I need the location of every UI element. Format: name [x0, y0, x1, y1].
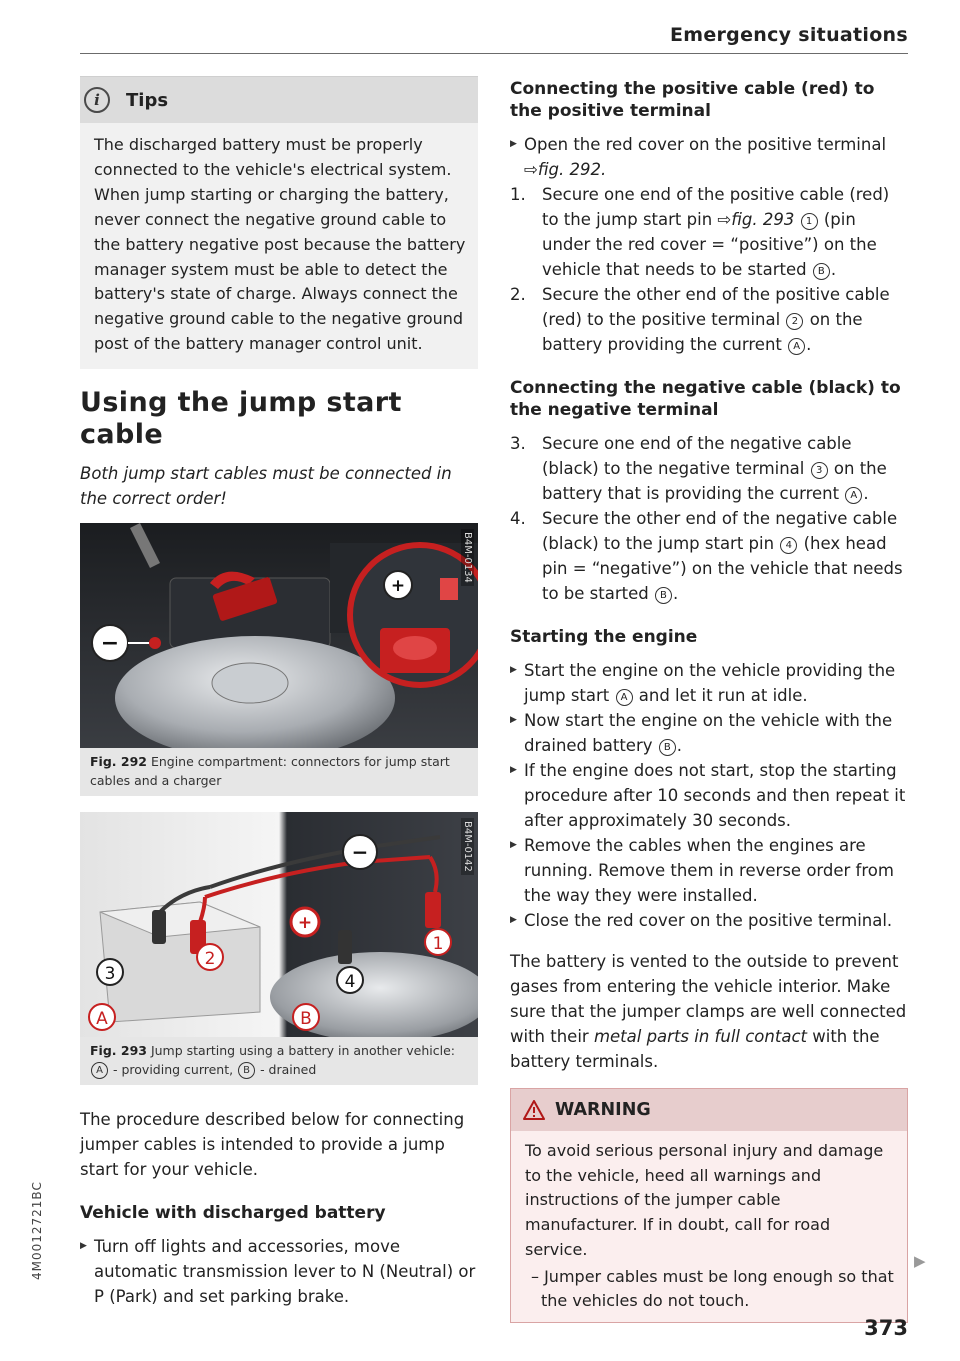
step-text: Secure the other end of the positive cable (red) to the positive terminal: [542, 285, 890, 329]
positive-prep-list: [510, 132, 908, 182]
figure-code: B4M-0134: [461, 529, 474, 586]
warning-box: [510, 1088, 908, 1323]
starting-list: [510, 658, 908, 933]
negative-heading: Connecting the negative cable (black) to the negative terminal: [510, 378, 901, 420]
tips-header: [80, 77, 478, 123]
callout-b: B: [300, 1009, 312, 1030]
engine-compartment-illustration: [80, 523, 478, 748]
callout-badge: 2: [786, 313, 803, 330]
callout-1: 1: [432, 934, 444, 955]
warning-text: To avoid serious personal injury and damage to the vehicle, heed all warnings and instructions of the jumper cable manufacturer. If in doubt, call for road service.: [525, 1141, 884, 1259]
right-column: [510, 76, 908, 1323]
step-3: 3. Secure one end of the negative cable (black) to the negative terminal 3 on the battery that is providing the current A .: [510, 431, 908, 506]
caption-part: - drained: [260, 1062, 317, 1078]
figure-label: Fig. 292: [90, 754, 147, 770]
callout-badge: 1: [801, 213, 818, 230]
warning-body: [511, 1131, 907, 1322]
tips-box: [80, 76, 478, 369]
jump-start-diagram: [80, 812, 478, 1037]
step-text: (pin under the red cover = “positive”) on the vehicle that needs to be started: [542, 210, 877, 279]
warning-dash-item: – Jumper cables must be long enough so that the vehicles do not touch.: [531, 1266, 894, 1311]
step-text: on the battery that is providing the current: [542, 459, 887, 503]
callout-3: 3: [104, 964, 116, 985]
figure-reference: ⇨fig. 292.: [524, 160, 607, 179]
header-rule: [80, 53, 908, 54]
starting-heading: Starting the engine: [510, 627, 698, 647]
step-text: (hex head pin = “negative”) on the vehicle that needs to be started: [542, 534, 903, 603]
figure-caption-text: Engine compartment: connectors for jump start cables and a charger: [90, 754, 450, 789]
badge-a: A: [91, 1062, 108, 1079]
step-text: Secure one end of the positive cable (red) to the jump start pin: [542, 185, 890, 229]
list-item: ▶ Close the red cover on the positive terminal.: [510, 908, 908, 933]
step-number: 1.: [510, 185, 526, 204]
callout-4: 4: [344, 972, 356, 993]
callout-minus: −: [100, 631, 120, 657]
step-number: 2.: [510, 285, 526, 304]
callout-badge: B: [659, 739, 676, 756]
caption-part: - providing current,: [112, 1062, 234, 1078]
list-item: ▶ Turn off lights and accessories, move automatic transmission lever to N (Neutral) or P (Park) and set parking brake.: [80, 1234, 478, 1309]
document-code: 4M0012721BC: [30, 1181, 44, 1280]
section-title: Emergency situations: [669, 24, 908, 46]
callout-badge: A: [788, 338, 805, 355]
procedure-intro: The procedure described below for connecting jumper cables is intended to provide a jump start for your vehicle.: [80, 1110, 465, 1180]
list-item: ▶ If the engine does not start, stop the starting procedure after 10 seconds and then repeat it after approximately 30 seconds.: [510, 758, 908, 833]
callout-badge: 3: [811, 462, 828, 479]
vent-paragraph: [510, 949, 908, 1074]
callout-minus: −: [351, 840, 369, 865]
figure-label: Fig. 293: [90, 1043, 147, 1059]
callout-plus: +: [390, 576, 406, 597]
vent-text: The battery is vented to the outside to prevent gases from entering the vehicle interior. Make sure that the jumper clamps are well connected with their: [510, 952, 907, 1046]
list-item: [510, 132, 908, 182]
list-item: ▶ Now start the engine on the vehicle with the drained battery B .: [510, 708, 908, 758]
warning-header: [511, 1089, 907, 1131]
discharged-list: [80, 1234, 478, 1309]
figure-292: [80, 523, 478, 796]
callout-badge: B: [813, 263, 830, 280]
callout-2: 2: [204, 949, 216, 970]
figure-reference: ⇨fig. 293: [717, 210, 795, 229]
figure-code: B4M-0142: [461, 818, 474, 875]
list-item: [510, 658, 908, 708]
step-text: Secure one end of the negative cable (black) to the negative terminal: [542, 434, 852, 478]
left-column: [80, 76, 478, 1309]
figure-caption: [80, 748, 478, 796]
step-1: 1. Secure one end of the positive cable (red) to the jump start pin ⇨fig. 293 1 (pin under the red cover = “positive”) on the vehicle that needs to be started B .: [510, 182, 908, 282]
tips-title: Tips: [126, 89, 169, 111]
callout-a: A: [96, 1009, 108, 1030]
step-number: 3.: [510, 434, 526, 453]
vent-text: with the battery terminals.: [510, 1027, 880, 1071]
figure-293: [80, 812, 478, 1085]
vent-emphasis: metal parts in full contact: [593, 1027, 807, 1046]
positive-steps: [510, 182, 908, 357]
section-heading: Using the jump start cable: [80, 387, 402, 451]
positive-heading: Connecting the positive cable (red) to the positive terminal: [510, 79, 875, 121]
warning-triangle-icon: [523, 1100, 545, 1120]
figure-caption: [80, 1037, 478, 1085]
list-item: ▶ Remove the cables when the engines are running. Remove them in reverse order from the way they were installed.: [510, 833, 908, 908]
info-icon: i: [84, 87, 110, 113]
jump-start-illustration: [80, 812, 478, 1037]
callout-badge: 4: [780, 537, 797, 554]
badge-b: B: [238, 1062, 255, 1079]
step-text: on the battery providing the current: [542, 310, 863, 354]
continue-arrow-icon: ▶: [914, 1252, 926, 1270]
callout-plus: +: [297, 913, 313, 934]
step-text: Secure the other end of the negative cable (black) to the jump start pin: [542, 509, 898, 553]
callout-badge: B: [655, 587, 672, 604]
step-number: 4.: [510, 509, 526, 528]
item-text: Start the engine on the vehicle providing the jump start: [524, 661, 896, 705]
callout-badge: A: [616, 689, 633, 706]
figure-caption-text: Jump starting using a battery in another vehicle:: [150, 1043, 455, 1059]
page-number: 373: [864, 1316, 908, 1340]
step-2: 2. Secure the other end of the positive cable (red) to the positive terminal 2 on the battery providing the current A .: [510, 282, 908, 357]
open-cover-text: Open the red cover on the positive terminal: [524, 135, 887, 154]
warning-title: WARNING: [555, 1100, 651, 1120]
callout-badge: A: [845, 487, 862, 504]
item-text: and let it run at idle.: [638, 686, 808, 705]
step-4: 4. Secure the other end of the negative cable (black) to the jump start pin 4 (hex head pin = “negative”) on the vehicle that needs to be started B .: [510, 506, 908, 606]
tips-text: The discharged battery must be properly connected to the vehicle's electrical system. When jump starting or charging the battery, never connect the negative ground cable to the battery negative post because the battery manager system must be able to detect the battery's state of charge. Always connect the negative ground cable to the negative ground post of the battery manager control unit.: [94, 135, 466, 354]
engine-compartment-image: [80, 523, 478, 748]
item-text: Now start the engine on the vehicle with the drained battery: [524, 711, 893, 755]
discharged-heading: Vehicle with discharged battery: [80, 1203, 386, 1224]
section-intro: Both jump start cables must be connected in the correct order!: [80, 464, 452, 509]
negative-steps: [510, 431, 908, 606]
